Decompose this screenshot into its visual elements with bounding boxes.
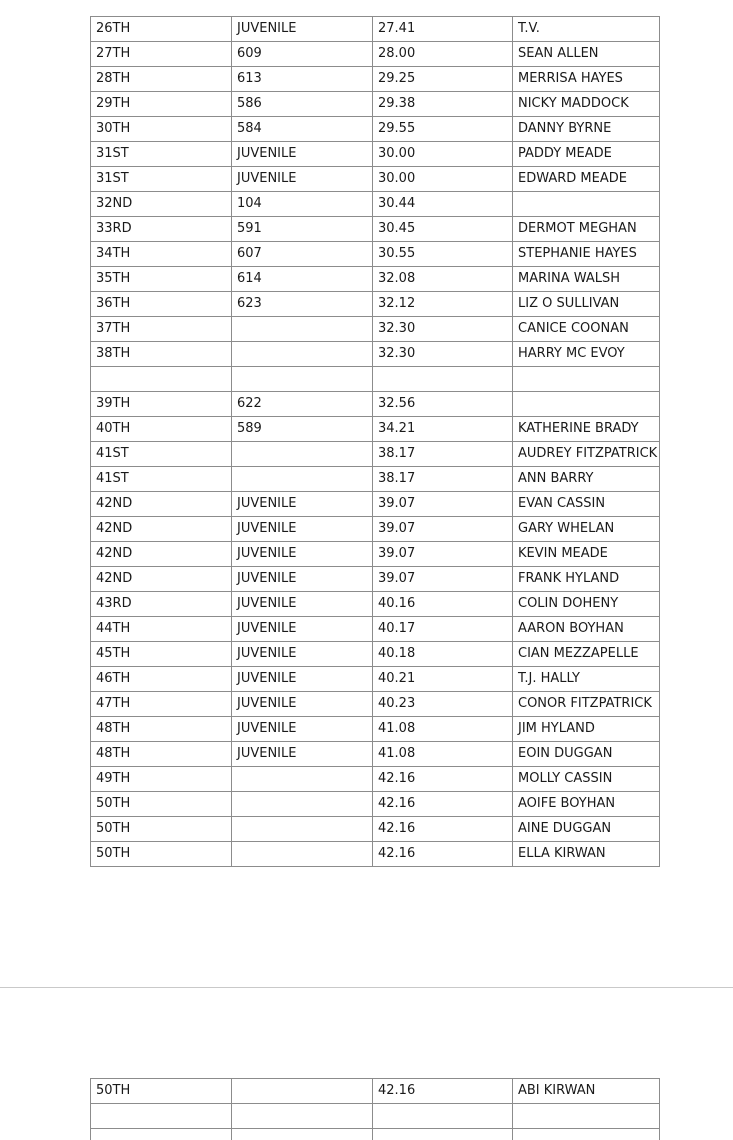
position-cell: 46TH — [91, 667, 232, 692]
name-cell: T.V. — [513, 17, 660, 42]
name-cell: KATHERINE BRADY — [513, 417, 660, 442]
name-cell: MOLLY CASSIN — [513, 767, 660, 792]
table-row — [91, 792, 660, 817]
table-row — [91, 317, 660, 342]
position-cell: 28TH — [91, 67, 232, 92]
name-cell: HARRY MC EVOY — [513, 342, 660, 367]
name-cell: CONOR FITZPATRICK — [513, 692, 660, 717]
position-cell: 42ND — [91, 542, 232, 567]
number-cell: 609 — [232, 42, 373, 67]
number-cell — [232, 842, 373, 867]
time-cell: 38.17 — [373, 467, 513, 492]
table-row — [91, 692, 660, 717]
name-cell: ANN BARRY — [513, 467, 660, 492]
time-cell: 41.08 — [373, 717, 513, 742]
position-cell: 30TH — [91, 117, 232, 142]
table-row — [91, 717, 660, 742]
number-cell — [232, 342, 373, 367]
position-cell: 50TH — [91, 842, 232, 867]
name-cell: T.J. HALLY — [513, 667, 660, 692]
number-cell: 614 — [232, 267, 373, 292]
results-table-page-1 — [90, 16, 660, 867]
table-row — [91, 267, 660, 292]
number-cell: JUVENILE — [232, 167, 373, 192]
table-row — [91, 667, 660, 692]
position-cell: 42ND — [91, 492, 232, 517]
position-cell: 48TH — [91, 717, 232, 742]
time-cell: 41.08 — [373, 742, 513, 767]
time-cell: 32.12 — [373, 292, 513, 317]
time-cell: 42.16 — [373, 842, 513, 867]
time-cell: 42.16 — [373, 792, 513, 817]
number-cell — [232, 792, 373, 817]
number-cell: JUVENILE — [232, 17, 373, 42]
number-cell: JUVENILE — [232, 642, 373, 667]
time-cell: 38.17 — [373, 442, 513, 467]
position-cell — [91, 1104, 232, 1129]
position-cell: 33RD — [91, 217, 232, 242]
time-cell: 28.00 — [373, 42, 513, 67]
table-row — [91, 92, 660, 117]
table-row — [91, 342, 660, 367]
table-row — [91, 392, 660, 417]
position-cell — [91, 367, 232, 392]
number-cell — [232, 1129, 373, 1140]
name-cell: AARON BOYHAN — [513, 617, 660, 642]
number-cell: JUVENILE — [232, 692, 373, 717]
position-cell: 50TH — [91, 817, 232, 842]
position-cell: 34TH — [91, 242, 232, 267]
position-cell: 47TH — [91, 692, 232, 717]
name-cell: DERMOT MEGHAN — [513, 217, 660, 242]
name-cell — [513, 392, 660, 417]
time-cell: 40.21 — [373, 667, 513, 692]
time-cell: 30.00 — [373, 142, 513, 167]
table-row — [91, 217, 660, 242]
number-cell: JUVENILE — [232, 717, 373, 742]
name-cell: KEVIN MEADE — [513, 542, 660, 567]
name-cell: NICKY MADDOCK — [513, 92, 660, 117]
time-cell: 30.55 — [373, 242, 513, 267]
position-cell: 35TH — [91, 267, 232, 292]
position-cell: 45TH — [91, 642, 232, 667]
name-cell: JIM HYLAND — [513, 717, 660, 742]
position-cell: 38TH — [91, 342, 232, 367]
position-cell: 43RD — [91, 592, 232, 617]
number-cell: JUVENILE — [232, 567, 373, 592]
number-cell: 104 — [232, 192, 373, 217]
position-cell: 50TH — [91, 1079, 232, 1104]
table-row — [91, 242, 660, 267]
number-cell — [232, 317, 373, 342]
time-cell: 32.08 — [373, 267, 513, 292]
page-break-divider — [0, 987, 733, 988]
table-row — [91, 292, 660, 317]
number-cell — [232, 442, 373, 467]
number-cell — [232, 1079, 373, 1104]
table-row — [91, 642, 660, 667]
name-cell: EDWARD MEADE — [513, 167, 660, 192]
number-cell — [232, 1104, 373, 1129]
number-cell: JUVENILE — [232, 142, 373, 167]
number-cell: 591 — [232, 217, 373, 242]
table-row — [91, 1129, 660, 1140]
name-cell: MERRISA HAYES — [513, 67, 660, 92]
name-cell: CIAN MEZZAPELLE — [513, 642, 660, 667]
position-cell: 31ST — [91, 142, 232, 167]
name-cell: LIZ O SULLIVAN — [513, 292, 660, 317]
number-cell: JUVENILE — [232, 742, 373, 767]
table-row — [91, 167, 660, 192]
number-cell: 589 — [232, 417, 373, 442]
name-cell: AINE DUGGAN — [513, 817, 660, 842]
number-cell — [232, 817, 373, 842]
number-cell — [232, 767, 373, 792]
name-cell: GARY WHELAN — [513, 517, 660, 542]
name-cell: ELLA KIRWAN — [513, 842, 660, 867]
table-row — [91, 767, 660, 792]
time-cell: 40.23 — [373, 692, 513, 717]
time-cell: 40.18 — [373, 642, 513, 667]
name-cell: MARINA WALSH — [513, 267, 660, 292]
number-cell: JUVENILE — [232, 517, 373, 542]
number-cell: JUVENILE — [232, 492, 373, 517]
position-cell: 41ST — [91, 467, 232, 492]
name-cell: STEPHANIE HAYES — [513, 242, 660, 267]
time-cell: 30.44 — [373, 192, 513, 217]
table-row — [91, 1079, 660, 1104]
table-row — [91, 817, 660, 842]
time-cell: 39.07 — [373, 517, 513, 542]
table-row — [91, 142, 660, 167]
time-cell: 30.45 — [373, 217, 513, 242]
name-cell — [513, 367, 660, 392]
number-cell: 613 — [232, 67, 373, 92]
results-table-body — [91, 17, 660, 867]
table-row — [91, 67, 660, 92]
position-cell: 42ND — [91, 567, 232, 592]
table-row — [91, 517, 660, 542]
position-cell: 37TH — [91, 317, 232, 342]
number-cell: 607 — [232, 242, 373, 267]
time-cell: 40.17 — [373, 617, 513, 642]
time-cell: 39.07 — [373, 492, 513, 517]
time-cell: 42.16 — [373, 767, 513, 792]
position-cell: 26TH — [91, 17, 232, 42]
position-cell: 44TH — [91, 617, 232, 642]
position-cell: 27TH — [91, 42, 232, 67]
position-cell: 48TH — [91, 742, 232, 767]
number-cell: JUVENILE — [232, 617, 373, 642]
name-cell: EVAN CASSIN — [513, 492, 660, 517]
position-cell: 39TH — [91, 392, 232, 417]
time-cell — [373, 367, 513, 392]
table-row — [91, 617, 660, 642]
time-cell: 32.30 — [373, 317, 513, 342]
time-cell — [373, 1129, 513, 1140]
results-table-body — [91, 1079, 660, 1140]
position-cell: 36TH — [91, 292, 232, 317]
name-cell: AOIFE BOYHAN — [513, 792, 660, 817]
number-cell: 586 — [232, 92, 373, 117]
time-cell: 30.00 — [373, 167, 513, 192]
table-row — [91, 1104, 660, 1129]
number-cell: 622 — [232, 392, 373, 417]
table-row — [91, 42, 660, 67]
results-table-page-2 — [90, 1078, 660, 1140]
name-cell: DANNY BYRNE — [513, 117, 660, 142]
table-row — [91, 842, 660, 867]
table-row — [91, 592, 660, 617]
document-page-2 — [0, 989, 733, 1140]
number-cell: 623 — [232, 292, 373, 317]
time-cell: 27.41 — [373, 17, 513, 42]
name-cell: FRANK HYLAND — [513, 567, 660, 592]
name-cell: EOIN DUGGAN — [513, 742, 660, 767]
name-cell: PADDY MEADE — [513, 142, 660, 167]
position-cell: 50TH — [91, 792, 232, 817]
position-cell: 32ND — [91, 192, 232, 217]
table-row — [91, 192, 660, 217]
name-cell — [513, 1104, 660, 1129]
table-row — [91, 742, 660, 767]
number-cell: JUVENILE — [232, 667, 373, 692]
number-cell: JUVENILE — [232, 592, 373, 617]
time-cell: 29.55 — [373, 117, 513, 142]
position-cell — [91, 1129, 232, 1140]
number-cell: 584 — [232, 117, 373, 142]
position-cell: 40TH — [91, 417, 232, 442]
time-cell: 42.16 — [373, 1079, 513, 1104]
time-cell: 32.56 — [373, 392, 513, 417]
position-cell: 49TH — [91, 767, 232, 792]
name-cell: AUDREY FITZPATRICK — [513, 442, 660, 467]
table-row — [91, 17, 660, 42]
time-cell: 29.25 — [373, 67, 513, 92]
time-cell: 32.30 — [373, 342, 513, 367]
position-cell: 42ND — [91, 517, 232, 542]
number-cell — [232, 467, 373, 492]
table-row — [91, 442, 660, 467]
time-cell: 39.07 — [373, 567, 513, 592]
number-cell — [232, 367, 373, 392]
table-row — [91, 492, 660, 517]
name-cell: COLIN DOHENY — [513, 592, 660, 617]
time-cell: 39.07 — [373, 542, 513, 567]
table-row — [91, 367, 660, 392]
table-row — [91, 467, 660, 492]
name-cell: CANICE COONAN — [513, 317, 660, 342]
table-row — [91, 417, 660, 442]
name-cell — [513, 192, 660, 217]
name-cell: SEAN ALLEN — [513, 42, 660, 67]
time-cell — [373, 1104, 513, 1129]
position-cell: 41ST — [91, 442, 232, 467]
position-cell: 31ST — [91, 167, 232, 192]
time-cell: 42.16 — [373, 817, 513, 842]
position-cell: 29TH — [91, 92, 232, 117]
time-cell: 29.38 — [373, 92, 513, 117]
table-row — [91, 567, 660, 592]
name-cell: ABI KIRWAN — [513, 1079, 660, 1104]
name-cell — [513, 1129, 660, 1140]
table-row — [91, 542, 660, 567]
time-cell: 34.21 — [373, 417, 513, 442]
number-cell: JUVENILE — [232, 542, 373, 567]
time-cell: 40.16 — [373, 592, 513, 617]
table-row — [91, 117, 660, 142]
